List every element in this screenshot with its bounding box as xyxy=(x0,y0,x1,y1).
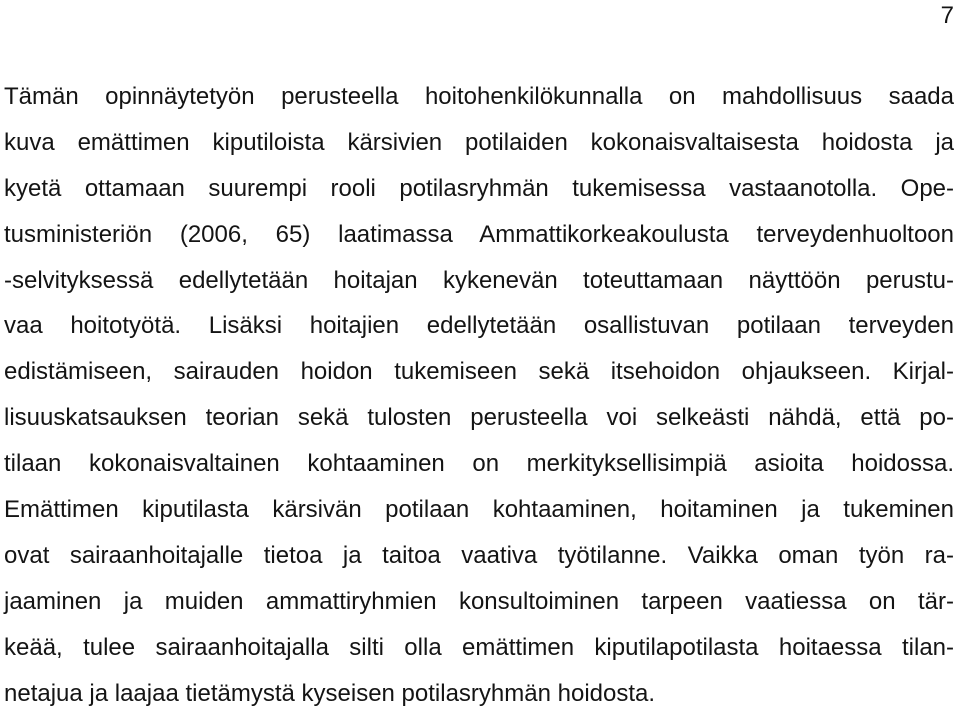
text-line: vaa hoitotyötä. Lisäksi hoitajien edellytetään osallistuvan potilaan terveyden xyxy=(4,312,954,340)
text-line: jaaminen ja muiden ammattiryhmien konsultoiminen tarpeen vaatiessa on tär- xyxy=(4,587,954,615)
text-line: -selvityksessä edellytetään hoitajan kykenevän toteuttamaan näyttöön perustu- xyxy=(4,266,954,294)
page-number: 7 xyxy=(940,2,954,29)
text-line: Tämän opinnäytetyön perusteella hoitohenkilökunnalla on mahdollisuus saada xyxy=(4,83,954,110)
text-line: tilaan kokonaisvaltainen kohtaaminen on merkityksellisimpiä asioita hoidossa. xyxy=(4,450,954,478)
text-line: edistämiseen, sairauden hoidon tukemiseen sekä itsehoidon ohjaukseen. Kirjal- xyxy=(4,358,954,386)
text-line: tusministeriön (2006, 65) laatimassa Ammattikorkeakoulusta terveydenhuoltoon xyxy=(4,220,954,248)
text-line: lisuuskatsauksen teorian sekä tulosten perusteella voi selkeästi nähdä, että po- xyxy=(4,404,954,432)
text-line: keää, tulee sairaanhoitajalla silti olla emättimen kiputilapotilasta hoitaessa tilan- xyxy=(4,633,954,661)
body-paragraph xyxy=(4,74,954,716)
text-line: netajua ja laajaa tietämystä kyseisen potilasryhmän hoidosta. xyxy=(4,679,656,707)
text-line: kyetä ottamaan suurempi rooli potilasryhmän tukemisessa vastaanotolla. Ope- xyxy=(4,174,954,202)
text-line: Emättimen kiputilasta kärsivän potilaan kohtaaminen, hoitaminen ja tukeminen xyxy=(4,496,954,524)
text-line: kuva emättimen kiputiloista kärsivien potilaiden kokonaisvaltaisesta hoidosta ja xyxy=(4,128,954,156)
text-line: ovat sairaanhoitajalle tietoa ja taitoa vaativa työtilanne. Vaikka oman työn ra- xyxy=(4,541,954,569)
